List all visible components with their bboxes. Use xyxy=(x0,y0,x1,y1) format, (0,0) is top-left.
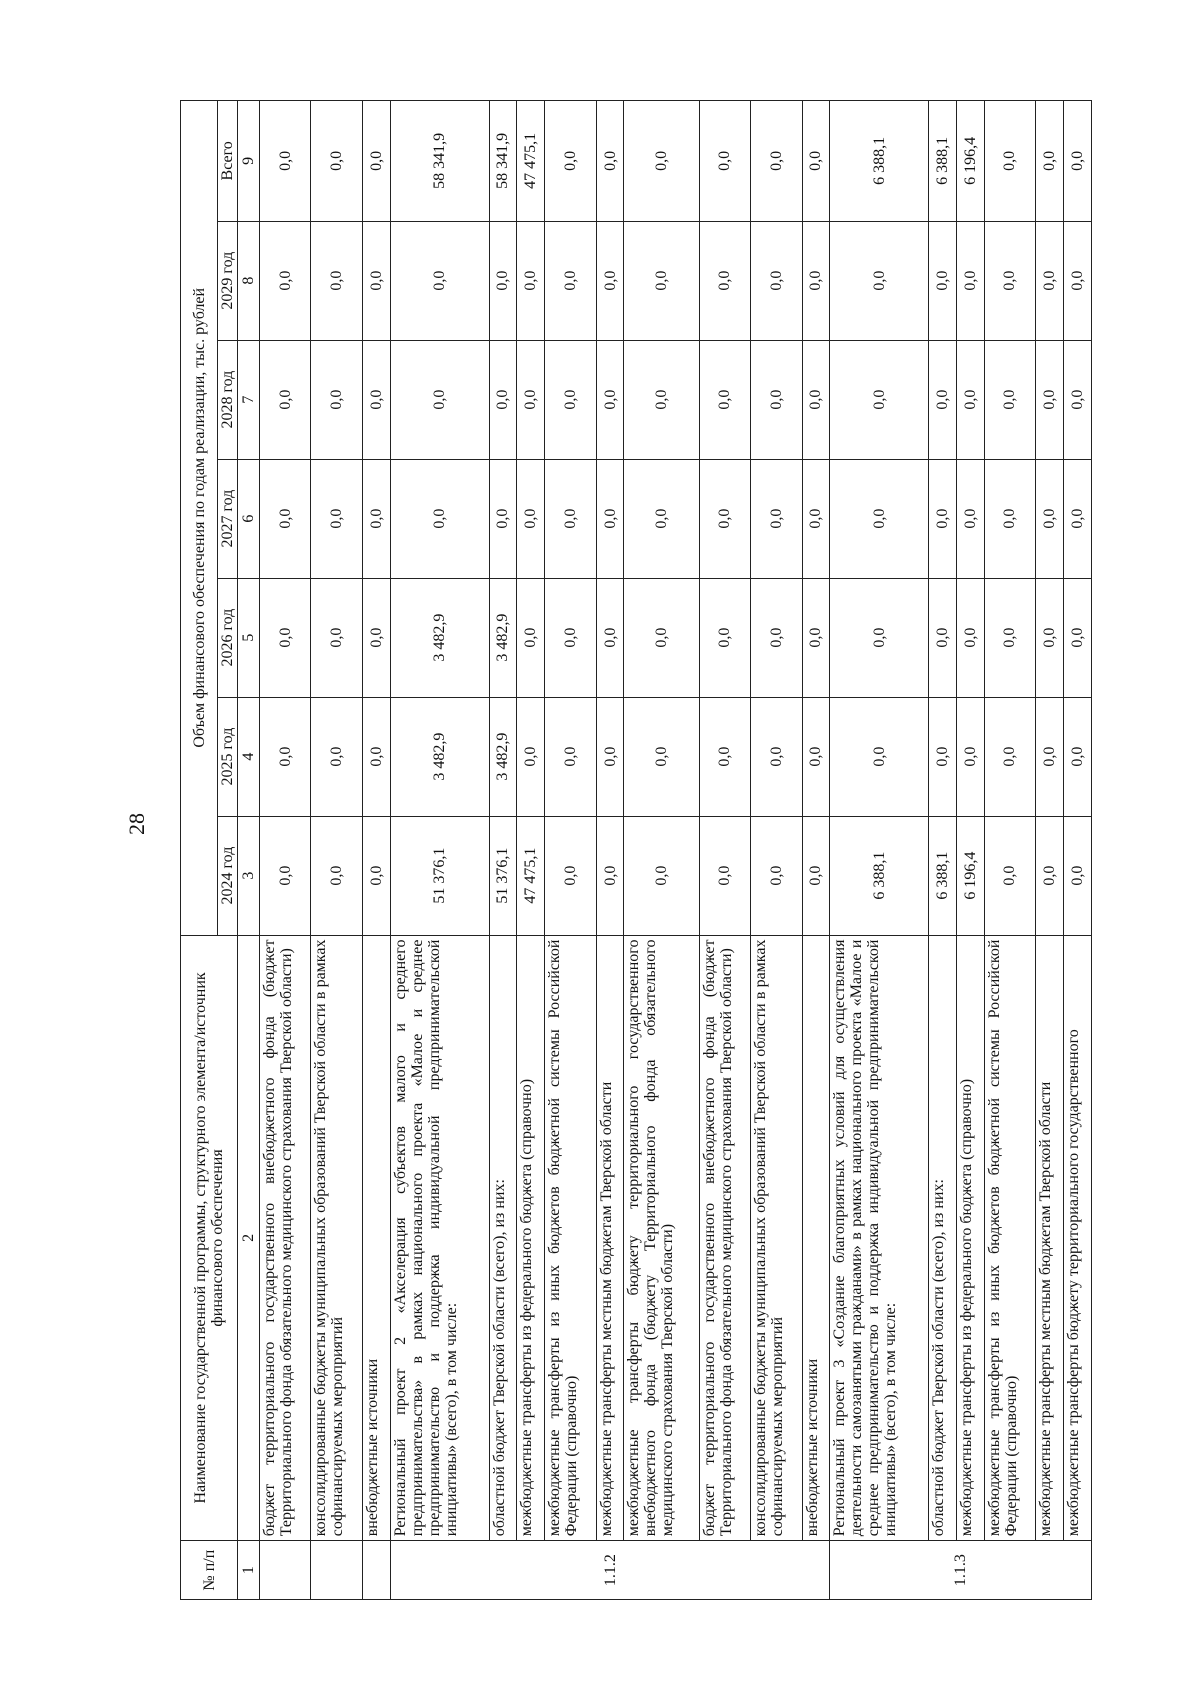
row-value: 6 196,4 xyxy=(956,816,984,935)
row-value: 0,0 xyxy=(1036,340,1064,459)
row-value: 0,0 xyxy=(751,221,802,340)
row-total: 6 388,1 xyxy=(830,101,929,222)
row-name: бюджет территориального государственного внебюджетного фонда (бюджет Территориального фонда обязательного медицинского страхования Тверской области) xyxy=(699,935,750,1541)
row-number: 1.1.3 xyxy=(830,1541,1092,1600)
row-value: 0,0 xyxy=(751,340,802,459)
row-number xyxy=(260,1541,311,1600)
row-value: 0,0 xyxy=(929,697,957,816)
row-name: межбюджетные трансферты из федерального бюджета (справочно) xyxy=(956,935,984,1541)
row-name: областной бюджет Тверской области (всего), из них: xyxy=(929,935,957,1541)
row-value: 51 376,1 xyxy=(390,816,489,935)
row-number: 1.1.2 xyxy=(390,1541,830,1600)
row-value: 0,0 xyxy=(802,459,830,578)
row-value: 0,0 xyxy=(545,816,596,935)
row-value: 0,0 xyxy=(624,578,699,697)
row-value: 0,0 xyxy=(830,459,929,578)
row-value: 0,0 xyxy=(802,816,830,935)
table-row xyxy=(1036,101,1064,1600)
row-value: 0,0 xyxy=(751,578,802,697)
row-value: 3 482,9 xyxy=(489,578,517,697)
row-total: 58 341,9 xyxy=(489,101,517,222)
row-total: 0,0 xyxy=(596,101,624,222)
row-value: 0,0 xyxy=(1064,221,1092,340)
row-value: 0,0 xyxy=(260,578,311,697)
row-name: межбюджетные трансферты бюджету территориального государственного внебюджетного фонда (бюджету Территориального фонда обязательного медицинского страхования Тверской области) xyxy=(624,935,699,1541)
row-total: 0,0 xyxy=(1036,101,1064,222)
row-total: 0,0 xyxy=(802,101,830,222)
row-value: 0,0 xyxy=(545,221,596,340)
row-value: 0,0 xyxy=(1064,459,1092,578)
row-name: внебюджетные источники xyxy=(802,935,830,1541)
row-total: 0,0 xyxy=(624,101,699,222)
row-value: 0,0 xyxy=(830,340,929,459)
header-total: Всего xyxy=(218,101,238,222)
row-value: 0,0 xyxy=(311,578,362,697)
row-value: 0,0 xyxy=(830,578,929,697)
table-row xyxy=(624,101,699,1600)
row-value: 0,0 xyxy=(1064,697,1092,816)
row-number xyxy=(362,1541,390,1600)
row-value: 3 482,9 xyxy=(390,578,489,697)
row-value: 0,0 xyxy=(311,816,362,935)
column-index: 6 xyxy=(238,459,260,578)
row-value: 0,0 xyxy=(362,340,390,459)
table-row xyxy=(802,101,830,1600)
row-value: 6 388,1 xyxy=(830,816,929,935)
row-value: 0,0 xyxy=(699,221,750,340)
row-value: 3 482,9 xyxy=(390,697,489,816)
row-value: 0,0 xyxy=(624,697,699,816)
row-value: 0,0 xyxy=(489,221,517,340)
row-total: 47 475,1 xyxy=(517,101,545,222)
row-value: 0,0 xyxy=(699,578,750,697)
header-name: Наименование государственной программы, структурного элемента/источник финансового обеспечения xyxy=(181,935,238,1541)
row-total: 0,0 xyxy=(751,101,802,222)
row-name: межбюджетные трансферты местным бюджетам Тверской области xyxy=(1036,935,1064,1541)
row-value: 6 388,1 xyxy=(929,816,957,935)
row-value: 0,0 xyxy=(830,221,929,340)
row-name: межбюджетные трансферты из иных бюджетов бюджетной системы Российской Федерации (справочно) xyxy=(984,935,1035,1541)
table-row xyxy=(929,101,957,1600)
row-value: 0,0 xyxy=(596,578,624,697)
row-value: 0,0 xyxy=(929,578,957,697)
row-value: 0,0 xyxy=(624,221,699,340)
table-row xyxy=(362,101,390,1600)
row-name: консолидированные бюджеты муниципальных образований Тверской области в рамках софинансируемых мероприятий xyxy=(311,935,362,1541)
row-value: 0,0 xyxy=(802,221,830,340)
row-value: 0,0 xyxy=(596,459,624,578)
row-value: 0,0 xyxy=(984,697,1035,816)
column-index: 9 xyxy=(238,101,260,222)
row-total: 0,0 xyxy=(545,101,596,222)
header-row-top xyxy=(181,101,218,1600)
row-value: 0,0 xyxy=(699,697,750,816)
row-value: 0,0 xyxy=(929,340,957,459)
header-number: № п/п xyxy=(181,1541,238,1600)
row-value: 0,0 xyxy=(517,697,545,816)
page-number: 28 xyxy=(124,813,149,835)
row-value: 0,0 xyxy=(311,459,362,578)
row-value: 0,0 xyxy=(802,697,830,816)
row-total: 0,0 xyxy=(984,101,1035,222)
row-value: 0,0 xyxy=(1036,578,1064,697)
row-value: 0,0 xyxy=(1064,816,1092,935)
header-year: 2025 год xyxy=(218,697,238,816)
header-year: 2029 год xyxy=(218,221,238,340)
header-year: 2028 год xyxy=(218,340,238,459)
row-value: 0,0 xyxy=(699,459,750,578)
row-value: 0,0 xyxy=(362,221,390,340)
row-value: 0,0 xyxy=(984,578,1035,697)
row-value: 3 482,9 xyxy=(489,697,517,816)
row-value: 0,0 xyxy=(517,221,545,340)
row-total: 6 388,1 xyxy=(929,101,957,222)
financing-table xyxy=(180,100,1092,1600)
row-name: Региональный проект 3 «Создание благоприятных условий для осуществления деятельности самозанятыми гражданами» в рамках национального проекта «Малое и среднее предпринимательство и поддержка индивидуальной предпринимательской инициативы» (всего), в том числе: xyxy=(830,935,929,1541)
row-value: 0,0 xyxy=(699,340,750,459)
row-value: 0,0 xyxy=(802,578,830,697)
row-value: 0,0 xyxy=(311,340,362,459)
table-row xyxy=(984,101,1035,1600)
row-value: 0,0 xyxy=(260,697,311,816)
row-value: 0,0 xyxy=(362,697,390,816)
row-name: консолидированные бюджеты муниципальных образований Тверской области в рамках софинансируемых мероприятий xyxy=(751,935,802,1541)
row-value: 0,0 xyxy=(390,221,489,340)
row-value: 0,0 xyxy=(489,340,517,459)
column-index: 3 xyxy=(238,816,260,935)
column-index: 5 xyxy=(238,578,260,697)
row-value: 0,0 xyxy=(596,697,624,816)
table-row xyxy=(517,101,545,1600)
table-row xyxy=(1064,101,1092,1600)
row-value: 47 475,1 xyxy=(517,816,545,935)
header-row-indices xyxy=(238,101,260,1600)
row-value: 0,0 xyxy=(984,340,1035,459)
row-name: межбюджетные трансферты из иных бюджетов бюджетной системы Российской Федерации (справочно) xyxy=(545,935,596,1541)
row-value: 0,0 xyxy=(624,816,699,935)
row-name: областной бюджет Тверской области (всего), из них: xyxy=(489,935,517,1541)
row-value: 0,0 xyxy=(545,697,596,816)
header-year: 2026 год xyxy=(218,578,238,697)
row-value: 0,0 xyxy=(390,340,489,459)
row-value: 0,0 xyxy=(624,340,699,459)
row-value: 0,0 xyxy=(1036,697,1064,816)
row-value: 0,0 xyxy=(956,459,984,578)
row-value: 0,0 xyxy=(489,459,517,578)
row-value: 0,0 xyxy=(362,578,390,697)
row-total: 0,0 xyxy=(362,101,390,222)
row-number xyxy=(311,1541,362,1600)
table-body xyxy=(260,101,1092,1600)
row-name: межбюджетные трансферты из федерального бюджета (справочно) xyxy=(517,935,545,1541)
table-row xyxy=(390,101,489,1600)
row-value: 0,0 xyxy=(517,340,545,459)
row-name: межбюджетные трансферты бюджету территориального государственного xyxy=(1064,935,1092,1541)
row-value: 0,0 xyxy=(929,459,957,578)
header-year: 2024 год xyxy=(218,816,238,935)
row-value: 0,0 xyxy=(830,697,929,816)
row-total: 0,0 xyxy=(311,101,362,222)
row-name: Региональный проект 2 «Акселерация субъектов малого и среднего предпринимательства» в рамках национального проекта «Малое и среднее предпринимательство и поддержка индивидуальной предпринимательской инициативы» (всего), в том числе: xyxy=(390,935,489,1541)
row-value: 0,0 xyxy=(362,816,390,935)
column-index: 4 xyxy=(238,697,260,816)
table-row xyxy=(311,101,362,1600)
row-value: 0,0 xyxy=(1064,340,1092,459)
row-value: 0,0 xyxy=(545,340,596,459)
table-row xyxy=(596,101,624,1600)
row-value: 0,0 xyxy=(260,816,311,935)
row-value: 0,0 xyxy=(517,578,545,697)
table-row xyxy=(956,101,984,1600)
row-value: 0,0 xyxy=(956,697,984,816)
column-index: 2 xyxy=(238,935,260,1541)
row-value: 0,0 xyxy=(624,459,699,578)
row-name: межбюджетные трансферты местным бюджетам Тверской области xyxy=(596,935,624,1541)
row-value: 0,0 xyxy=(596,816,624,935)
row-value: 0,0 xyxy=(984,221,1035,340)
row-value: 0,0 xyxy=(362,459,390,578)
column-index: 7 xyxy=(238,340,260,459)
table-row xyxy=(489,101,517,1600)
row-value: 0,0 xyxy=(311,221,362,340)
row-value: 0,0 xyxy=(956,578,984,697)
row-value: 0,0 xyxy=(517,459,545,578)
row-value: 0,0 xyxy=(751,459,802,578)
column-index: 1 xyxy=(238,1541,260,1600)
table-wrapper xyxy=(180,100,1092,1600)
row-value: 0,0 xyxy=(311,697,362,816)
table-row xyxy=(830,101,929,1600)
row-value: 0,0 xyxy=(545,578,596,697)
row-value: 0,0 xyxy=(260,340,311,459)
row-value: 0,0 xyxy=(984,459,1035,578)
table-row xyxy=(699,101,750,1600)
row-value: 0,0 xyxy=(260,459,311,578)
row-value: 0,0 xyxy=(929,221,957,340)
row-total: 0,0 xyxy=(260,101,311,222)
row-value: 0,0 xyxy=(802,340,830,459)
row-value: 0,0 xyxy=(390,459,489,578)
row-value: 0,0 xyxy=(956,221,984,340)
row-total: 0,0 xyxy=(699,101,750,222)
header-financing-volume: Объем финансового обеспечения по годам реализации, тыс. рублей xyxy=(181,101,218,936)
row-value: 0,0 xyxy=(1064,578,1092,697)
table-row xyxy=(260,101,311,1600)
row-value: 0,0 xyxy=(545,459,596,578)
row-value: 0,0 xyxy=(596,221,624,340)
row-value: 0,0 xyxy=(1036,221,1064,340)
table-row xyxy=(751,101,802,1600)
row-total: 0,0 xyxy=(1064,101,1092,222)
row-value: 0,0 xyxy=(1036,816,1064,935)
row-total: 58 341,9 xyxy=(390,101,489,222)
table-row xyxy=(545,101,596,1600)
row-total: 6 196,4 xyxy=(956,101,984,222)
row-value: 0,0 xyxy=(1036,459,1064,578)
row-name: бюджет территориального государственного внебюджетного фонда (бюджет Территориального фонда обязательного медицинского страхования Тверской области) xyxy=(260,935,311,1541)
header-year: 2027 год xyxy=(218,459,238,578)
row-name: внебюджетные источники xyxy=(362,935,390,1541)
row-value: 0,0 xyxy=(260,221,311,340)
row-value: 0,0 xyxy=(751,816,802,935)
row-value: 0,0 xyxy=(751,697,802,816)
row-value: 0,0 xyxy=(984,816,1035,935)
row-value: 51 376,1 xyxy=(489,816,517,935)
row-value: 0,0 xyxy=(699,816,750,935)
column-index: 8 xyxy=(238,221,260,340)
row-value: 0,0 xyxy=(956,340,984,459)
row-value: 0,0 xyxy=(596,340,624,459)
